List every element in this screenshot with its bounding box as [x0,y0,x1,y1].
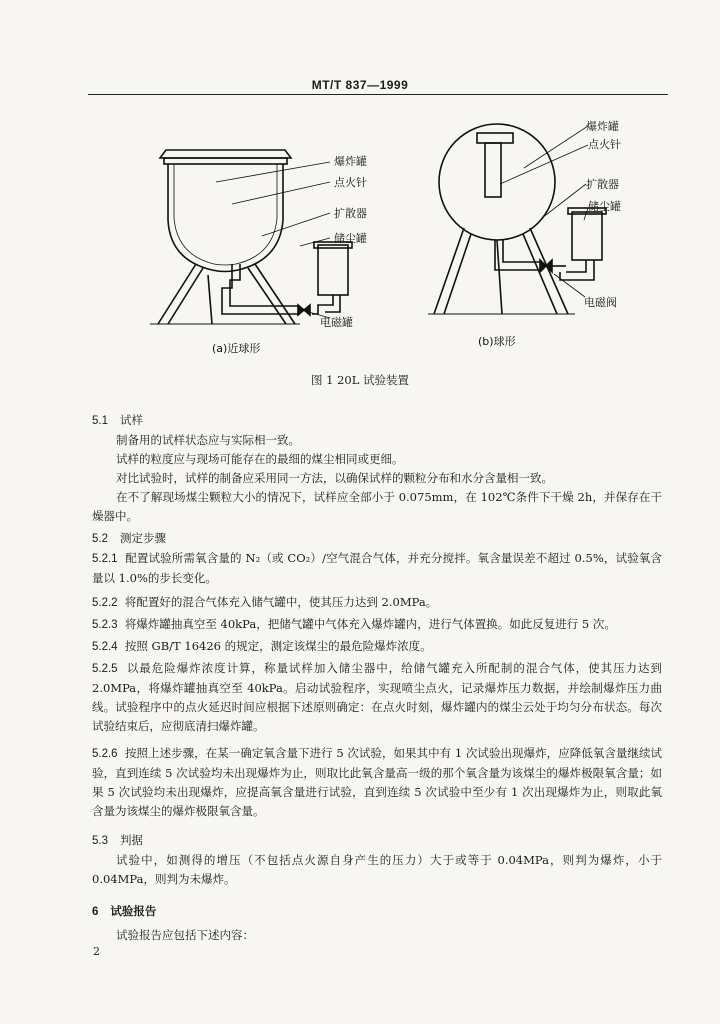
figure-1-apparatus [0,100,720,370]
s51-p4: 在不了解现场煤尘颗粒大小的情况下，试样应全部小于 0.075mm，在 102℃条件下干燥 2h，并保存在干燥器中。 [92,490,662,523]
label-b-igniter: 点火针 [588,138,621,151]
label-a-solenoid: 电磁罐 [320,316,353,329]
s522-paragraph: 5.2.2 将配置好的混合气体充入储气罐中，使其压力达到 2.0MPa。 [92,595,438,609]
header-rule [88,94,668,95]
section-6-heading: 6 试验报告 [92,904,157,918]
vessel-a-leaders [216,162,330,318]
caption-b: (b)球形 [478,335,516,348]
standard-code-header: MT/T 837—1999 [311,78,409,92]
label-b-explosion-tank: 爆炸罐 [586,120,619,133]
s51-p3: 对比试验时，试样的制备应采用同一方法，以确保试样的颗粒分布和水分含量相一致。 [116,471,553,485]
label-b-solenoid-valve: 电磁阀 [584,296,617,309]
s53-p1: 试验中，如测得的增压（不包括点火源自身产生的压力）大于或等于 0.04MPa，则判为爆炸，小于 0.04MPa，则判为未爆炸。 [92,853,662,886]
s51-p2: 试样的粒度应与现场可能存在的最细的煤尘相同或更细。 [116,452,404,466]
s526-paragraph: 5.2.6 按照上述步骤，在某一确定氧含量下进行 5 次试验，如果其中有 1 次试验出现爆炸，应降低氧含量继续试验，直到连续 5 次试验均未出现爆炸为止，则取比此氧含量高一级的那个氧含量为该煤尘的爆炸极限氧含量；如果 5 次试验均未出现爆炸，应提高氧含量进行试验，直到连续 5 次试验中至少有 1 次出现爆炸为止，则取此氧含量为该煤尘的爆炸极限氧含量。 [92,746,663,818]
vessel-b-drawing [428,124,606,314]
label-b-dust-tank: 储尘罐 [588,200,621,213]
s524-paragraph: 5.2.4 按照 GB/T 16426 的规定，测定该煤尘的最危险爆炸浓度。 [92,639,432,653]
label-a-explosion-tank: 爆炸罐 [334,155,367,168]
s6-p1: 试验报告应包括下述内容： [116,928,254,942]
page-number: 2 [93,945,100,958]
s523-paragraph: 5.2.3 将爆炸罐抽真空至 40kPa，把储气罐中气体充入爆炸罐内，进行气体置换。如此反复进行 5 次。 [92,617,616,631]
section-5-3-heading: 5.3 判据 [92,833,143,847]
label-a-igniter: 点火针 [334,176,367,189]
label-a-dust-tank: 储尘罐 [334,232,367,245]
caption-a: (a)近球形 [212,342,261,355]
s525-paragraph: 5.2.5 以最危险爆炸浓度计算，称量试样加入储尘器中，给储气罐充入所配制的混合气体，使其压力达到 2.0MPa，将爆炸罐抽真空至 40kPa。启动试验程序，实现喷尘点火，记录爆炸压力数据，并绘制爆炸压力曲线。试验程序中的点火延迟时间应根据下述原则确定：在点火时刻，爆炸罐内的煤尘云处于均匀分布状态。每次试验结束后，应彻底清扫爆炸罐。 [92,661,662,733]
s521-paragraph: 5.2.1 配置试验所需氧含量的 N₂（或 CO₂）/空气混合气体，并充分搅拌。氧含量误差不超过 0.5%，试验氧含量以 1.0%的步长变化。 [92,551,663,585]
label-a-diffuser: 扩散器 [334,207,367,220]
label-b-diffuser: 扩散器 [586,178,619,191]
section-5-1-heading: 5.1 试样 [92,413,143,427]
s51-p1: 制备用的试样状态应与实际相一致。 [116,433,300,447]
section-5-2-heading: 5.2 测定步骤 [92,531,166,545]
figure-caption: 图 1 20L 试验装置 [310,373,410,387]
